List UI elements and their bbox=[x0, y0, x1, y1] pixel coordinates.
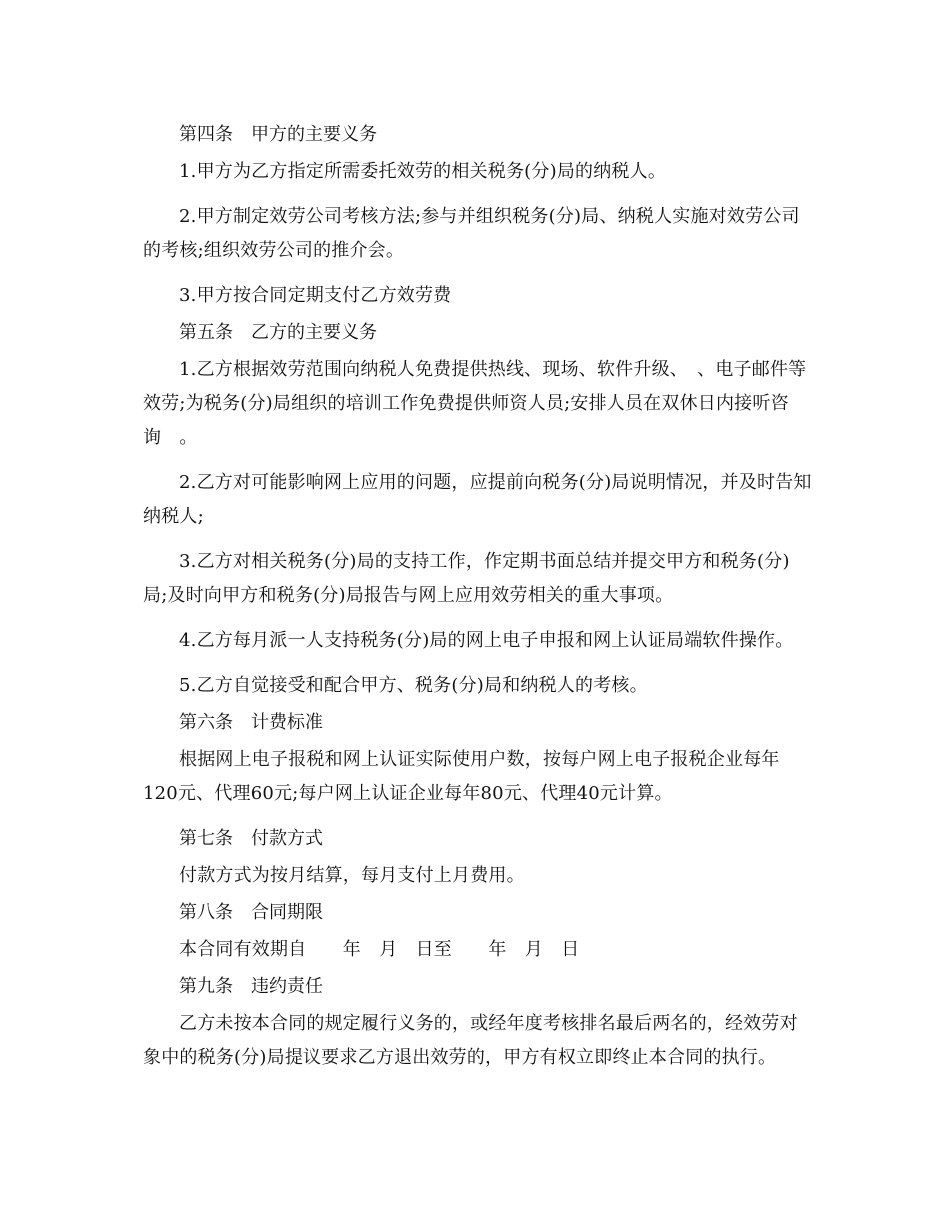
article-9-body: 乙方未按本合同的规定履行义务的，或经年度考核排名最后两名的，经效劳对象中的税务(分)局提议要求乙方退出效劳的，甲方有权立即终止本合同的执行。 bbox=[143, 1013, 798, 1068]
article-5-item-3: 3.乙方对相关税务(分)局的支持工作，作定期书面总结并提交甲方和税务(分)局;及时向甲方和税务(分)局报告与网上应用效劳相关的重大事项。 bbox=[143, 551, 790, 606]
article-8-heading: 第八条 合同期限 bbox=[179, 902, 323, 923]
article-5-heading: 第五条 乙方的主要义务 bbox=[179, 322, 377, 343]
document-body bbox=[143, 118, 813, 1086]
article-5-item-4: 4.乙方每月派一人支持税务(分)局的网上电子申报和网上认证局端软件操作。 bbox=[179, 630, 794, 651]
article-9-heading: 第九条 违约责任 bbox=[179, 976, 323, 997]
article-6-body: 根据网上电子报税和网上认证实际使用户数，按每户网上电子报税企业每年120元、代理60元;每户网上认证企业每年80元、代理40元计算。 bbox=[143, 749, 780, 804]
article-6-heading: 第六条 计费标准 bbox=[179, 712, 323, 733]
article-4-item-2: 2.甲方制定效劳公司考核方法;参与并组织税务(分)局、纳税人实施对效劳公司的考核;组织效劳公司的推介会。 bbox=[143, 206, 800, 261]
article-8-body: 本合同有效期自 年 月 日至 年 月 日 bbox=[179, 939, 580, 960]
article-7-heading: 第七条 付款方式 bbox=[179, 828, 323, 849]
article-4-item-3: 3.甲方按合同定期支付乙方效劳费 bbox=[179, 285, 452, 306]
article-5-item-2: 2.乙方对可能影响网上应用的问题，应提前向税务(分)局说明情况，并及时告知纳税人; bbox=[143, 472, 812, 527]
article-4-item-1: 1.甲方为乙方指定所需委托效劳的相关税务(分)局的纳税人。 bbox=[179, 161, 667, 182]
article-7-body: 付款方式为按月结算，每月支付上月费用。 bbox=[179, 865, 525, 886]
article-5-item-1: 1.乙方根据效劳范围向纳税人免费提供热线、现场、软件升级、 、电子邮件等效劳;为税务(分)局组织的培训工作免费提供师资人员;安排人员在双休日内接听咨询 。 bbox=[143, 359, 807, 448]
article-5-item-5: 5.乙方自觉接受和配合甲方、税务(分)局和纳税人的考核。 bbox=[179, 675, 648, 696]
article-4-heading: 第四条 甲方的主要义务 bbox=[179, 124, 377, 145]
